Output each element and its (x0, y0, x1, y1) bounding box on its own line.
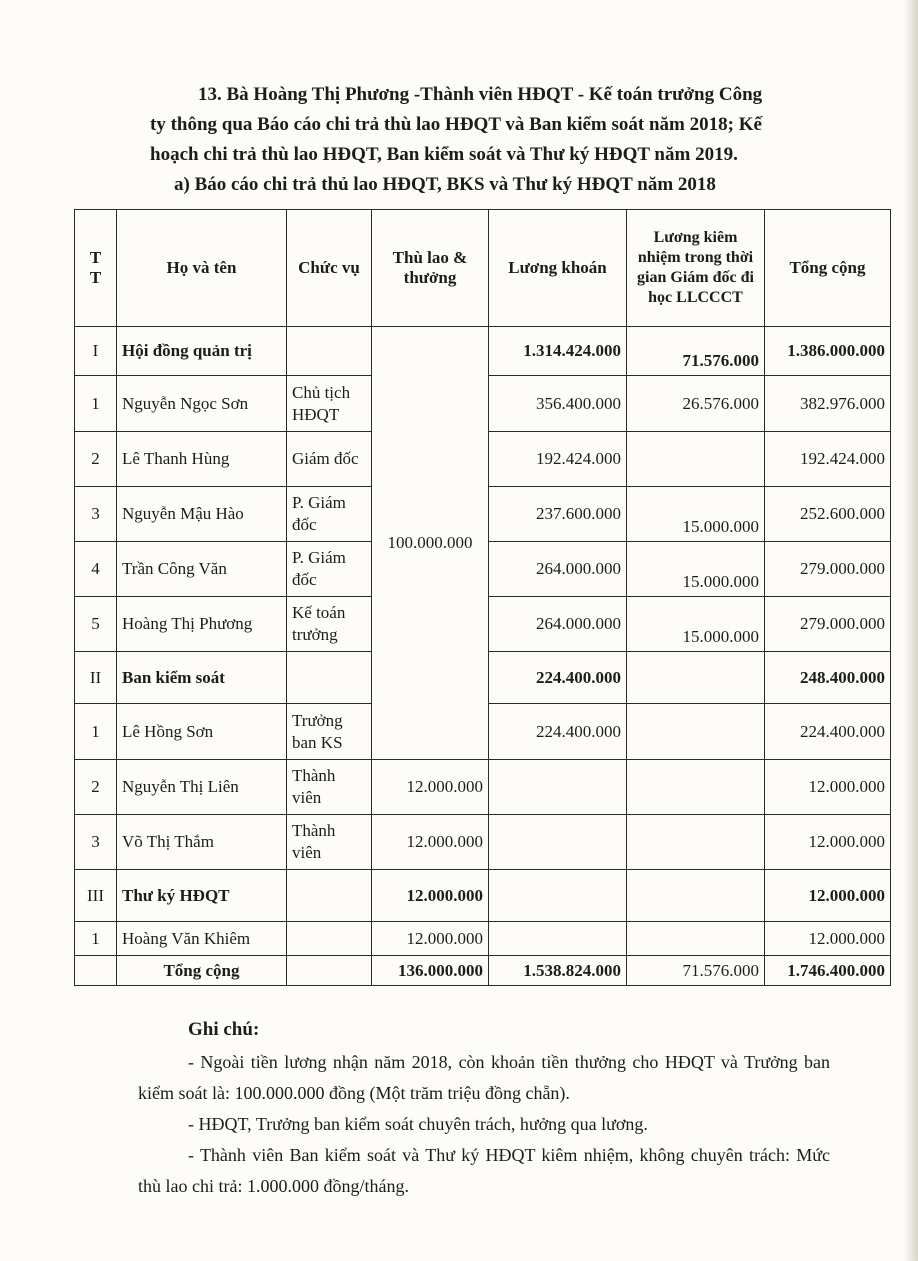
row-name: Trần Công Văn (117, 542, 287, 597)
row-tt: 2 (75, 760, 117, 815)
row-tt: 3 (75, 487, 117, 542)
header-tt: T T (75, 210, 117, 327)
row-position: Trưởng ban KS (287, 704, 372, 760)
header-salary: Lương khoán (489, 210, 627, 327)
row-tt: 1 (75, 704, 117, 760)
table-row (75, 327, 891, 376)
note-item: - Ngoài tiền lương nhận năm 2018, còn khoản tiền thưởng cho HĐQT và Trưởng ban kiểm soát là: 100.000.000 đồng (Một trăm triệu đồng chẵn). (138, 1052, 830, 1103)
row-salary: 1.314.424.000 (489, 327, 627, 376)
row-name: Nguyễn Ngọc Sơn (117, 376, 287, 432)
row-name: Hoàng Văn Khiêm (117, 922, 287, 956)
row-name: Lê Hồng Sơn (117, 704, 287, 760)
row-name: Lê Thanh Hùng (117, 432, 287, 487)
row-tt: 1 (75, 376, 117, 432)
row-total: 1.386.000.000 (765, 327, 891, 376)
row-position: Kế toán trưởng (287, 597, 372, 652)
row-salary: 224.400.000 (489, 652, 627, 704)
row-total: 279.000.000 (765, 542, 891, 597)
header-name: Họ và tên (117, 210, 287, 327)
intro-line-1: 13. Bà Hoàng Thị Phương -Thành viên HĐQT - Kế toán trưởng Công (198, 84, 763, 105)
row-concurrent: 71.576.000 (627, 327, 765, 376)
row-total: 248.400.000 (765, 652, 891, 704)
note-item: - Thành viên Ban kiểm soát và Thư ký HĐQT kiêm nhiệm, không chuyên trách: Mức thù lao chi trả: 1.000.000 đồng/tháng. (138, 1145, 830, 1196)
row-concurrent (627, 815, 765, 870)
row-position (287, 652, 372, 704)
header-concurrent: Lương kiêm nhiệm trong thời gian Giám đốc đi học LLCCCT (627, 210, 765, 327)
row-name: Võ Thị Thắm (117, 815, 287, 870)
row-name: Nguyễn Mậu Hào (117, 487, 287, 542)
row-position: Thành viên (287, 760, 372, 815)
table-row (75, 760, 891, 815)
row-position: Giám đốc (287, 432, 372, 487)
row-name: Ban kiểm soát (117, 652, 287, 704)
row-total: 12.000.000 (765, 870, 891, 922)
totals-label: Tổng cộng (117, 956, 287, 986)
row-concurrent (627, 870, 765, 922)
page-edge-shadow (904, 0, 918, 1261)
row-position (287, 327, 372, 376)
shared-remuneration-cell: 100.000.000 (372, 327, 489, 760)
row-total: 12.000.000 (765, 815, 891, 870)
row-concurrent (627, 760, 765, 815)
row-tt: 3 (75, 815, 117, 870)
totals-salary: 1.538.824.000 (489, 956, 627, 986)
row-salary (489, 760, 627, 815)
row-concurrent (627, 432, 765, 487)
row-position: Thành viên (287, 815, 372, 870)
row-position: P. Giám đốc (287, 487, 372, 542)
intro-line-3: hoạch chi trả thù lao HĐQT, Ban kiểm soát và Thư ký HĐQT năm 2019. (150, 144, 738, 165)
row-total: 252.600.000 (765, 487, 891, 542)
row-remuneration: 12.000.000 (372, 870, 489, 922)
note-item: - HĐQT, Trưởng ban kiểm soát chuyên trách, hưởng qua lương. (188, 1114, 648, 1134)
row-concurrent: 26.576.000 (627, 376, 765, 432)
row-total: 279.000.000 (765, 597, 891, 652)
row-concurrent: 15.000.000 (627, 487, 765, 542)
row-concurrent: 15.000.000 (627, 542, 765, 597)
header-remuneration: Thù lao & thưởng (372, 210, 489, 327)
table-row (75, 815, 891, 870)
table-row (75, 870, 891, 922)
table-header-row (75, 210, 891, 327)
header-position: Chức vụ (287, 210, 372, 327)
row-total: 192.424.000 (765, 432, 891, 487)
row-total: 12.000.000 (765, 760, 891, 815)
row-salary: 264.000.000 (489, 542, 627, 597)
totals-remuneration: 136.000.000 (372, 956, 489, 986)
remuneration-table (74, 209, 891, 986)
row-salary: 224.400.000 (489, 704, 627, 760)
row-concurrent (627, 922, 765, 956)
row-concurrent: 15.000.000 (627, 597, 765, 652)
row-name: Hội đồng quản trị (117, 327, 287, 376)
row-remuneration: 12.000.000 (372, 922, 489, 956)
header-total: Tổng cộng (765, 210, 891, 327)
row-tt: 1 (75, 922, 117, 956)
row-concurrent (627, 652, 765, 704)
row-concurrent (627, 704, 765, 760)
row-tt: I (75, 327, 117, 376)
row-tt: 5 (75, 597, 117, 652)
row-position: Chủ tịch HĐQT (287, 376, 372, 432)
notes-title: Ghi chú: (188, 1019, 260, 1040)
row-position (287, 922, 372, 956)
row-total: 224.400.000 (765, 704, 891, 760)
row-salary (489, 870, 627, 922)
row-tt: III (75, 870, 117, 922)
row-salary (489, 922, 627, 956)
row-tt: 4 (75, 542, 117, 597)
row-remuneration: 12.000.000 (372, 760, 489, 815)
totals-row (75, 956, 891, 986)
row-salary: 237.600.000 (489, 487, 627, 542)
row-salary: 356.400.000 (489, 376, 627, 432)
row-salary (489, 815, 627, 870)
totals-total: 1.746.400.000 (765, 956, 891, 986)
row-name: Thư ký HĐQT (117, 870, 287, 922)
row-tt: 2 (75, 432, 117, 487)
table-row (75, 922, 891, 956)
table-subtitle: a) Báo cáo chi trả thủ lao HĐQT, BKS và Thư ký HĐQT năm 2018 (174, 174, 716, 195)
totals-concurrent: 71.576.000 (627, 956, 765, 986)
row-salary: 264.000.000 (489, 597, 627, 652)
row-total: 382.976.000 (765, 376, 891, 432)
row-name: Hoàng Thị Phương (117, 597, 287, 652)
row-tt: II (75, 652, 117, 704)
row-salary: 192.424.000 (489, 432, 627, 487)
intro-section (150, 80, 840, 200)
row-position (287, 870, 372, 922)
row-position: P. Giám đốc (287, 542, 372, 597)
row-remuneration: 12.000.000 (372, 815, 489, 870)
row-total: 12.000.000 (765, 922, 891, 956)
notes-section (138, 1014, 830, 1202)
intro-line-2: ty thông qua Báo cáo chi trả thù lao HĐQT và Ban kiểm soát năm 2018; Kế (150, 114, 762, 135)
row-name: Nguyễn Thị Liên (117, 760, 287, 815)
